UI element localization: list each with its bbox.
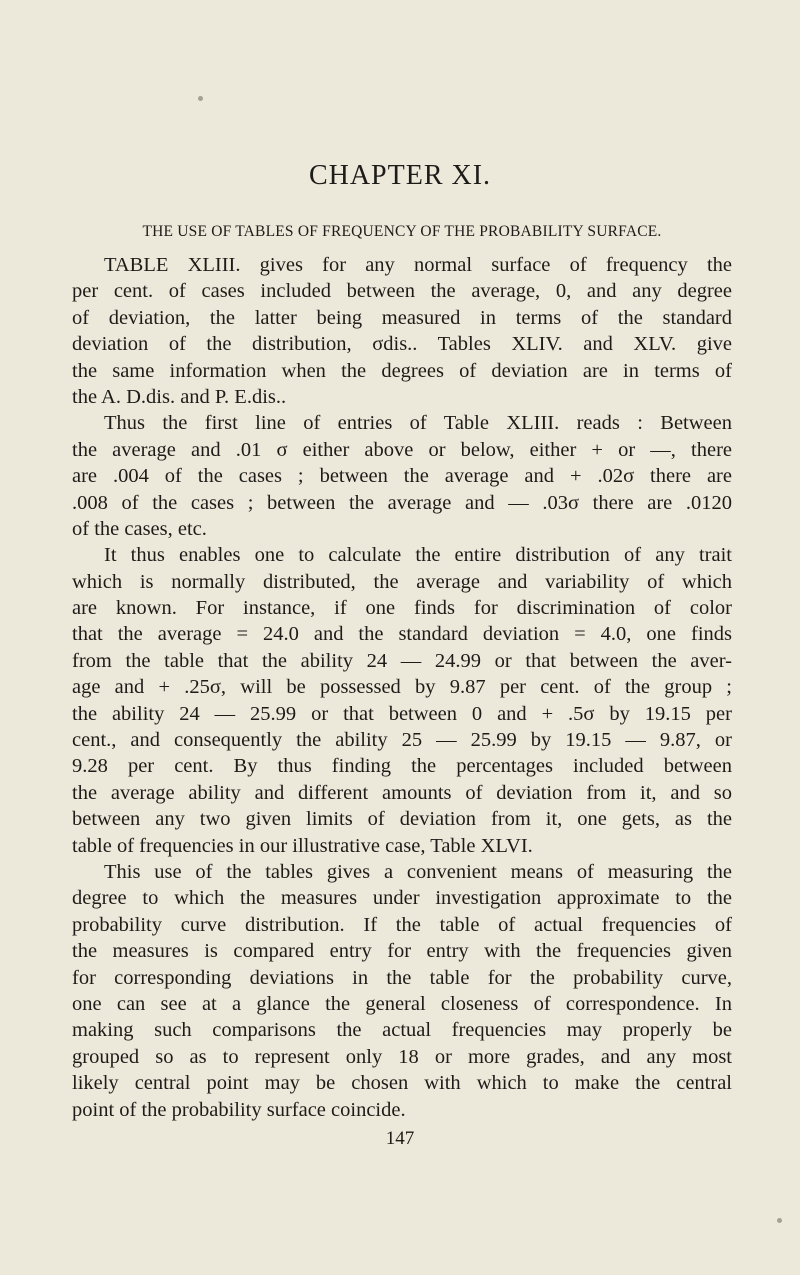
- text-line: table of frequencies in our illustrative case, Table XLVI.: [72, 834, 533, 857]
- text-line: likely central point may be chosen with which to make the central: [72, 1072, 732, 1095]
- body-text: [72, 252, 732, 1123]
- text-line: This use of the tables gives a convenient means of measuring the: [104, 860, 732, 883]
- text-line: the ability 24 — 25.99 or that between 0 and + .5σ by 19.15 per: [72, 702, 732, 725]
- text-line: age and + .25σ, will be possessed by 9.87 per cent. of the group ;: [72, 676, 732, 699]
- text-line: of deviation, the latter being measured in terms of the standard: [72, 306, 732, 329]
- text-line: between any two given limits of deviation from it, one gets, as the: [72, 808, 732, 831]
- section-heading: THE USE OF TABLES OF FREQUENCY OF THE PROBABILITY SURFACE.: [142, 223, 662, 240]
- text-line: probability curve distribution. If the table of actual frequencies of: [72, 913, 732, 936]
- text-line: making such comparisons the actual frequencies may properly be: [72, 1019, 732, 1042]
- text-line: that the average = 24.0 and the standard deviation = 4.0, one finds: [72, 623, 732, 646]
- paper-speck: [777, 1218, 782, 1223]
- text-line: It thus enables one to calculate the entire distribution of any trait: [104, 544, 732, 567]
- text-line: are known. For instance, if one finds for discrimination of color: [72, 597, 732, 620]
- text-line: per cent. of cases included between the average, 0, and any degree: [72, 280, 732, 303]
- text-line: deviation of the distribution, σdis.. Tables XLIV. and XLV. give: [72, 333, 732, 356]
- text-line: from the table that the ability 24 — 24.99 or that between the aver-: [72, 649, 732, 672]
- text-line: the measures is compared entry for entry with the frequencies given: [72, 940, 732, 963]
- text-line: one can see at a glance the general closeness of correspondence. In: [72, 992, 732, 1015]
- text-line: which is normally distributed, the average and variability of which: [72, 570, 732, 593]
- text-line: Thus the first line of entries of Table XLIII. reads : Between: [104, 412, 732, 435]
- chapter-heading: CHAPTER XI.: [308, 160, 492, 191]
- text-line: the average and .01 σ either above or below, either + or —, there: [72, 438, 732, 461]
- text-line: of the cases, etc.: [72, 517, 207, 540]
- text-line: cent., and consequently the ability 25 — 25.99 by 19.15 — 9.87, or: [72, 729, 732, 752]
- text-line: .008 of the cases ; between the average and — .03σ there are .0120: [72, 491, 732, 514]
- text-line: the same information when the degrees of deviation are in terms of: [72, 359, 732, 382]
- text-line: point of the probability surface coincide.: [72, 1098, 406, 1121]
- text-line: 9.28 per cent. By thus finding the percentages included between: [72, 755, 732, 778]
- paper-speck: [198, 96, 203, 101]
- page-number: 147: [385, 1128, 415, 1149]
- text-line: TABLE XLIII. gives for any normal surface of frequency the: [104, 254, 732, 276]
- text-line: degree to which the measures under investigation approximate to the: [72, 887, 732, 910]
- text-line: for corresponding deviations in the table for the probability curve,: [72, 966, 732, 989]
- text-line: the average ability and different amounts of deviation from it, and so: [72, 781, 732, 804]
- text-line: grouped so as to represent only 18 or more grades, and any most: [72, 1045, 732, 1068]
- text-line: the A. D.dis. and P. E.dis..: [72, 385, 287, 408]
- text-line: are .004 of the cases ; between the average and + .02σ there are: [72, 465, 732, 488]
